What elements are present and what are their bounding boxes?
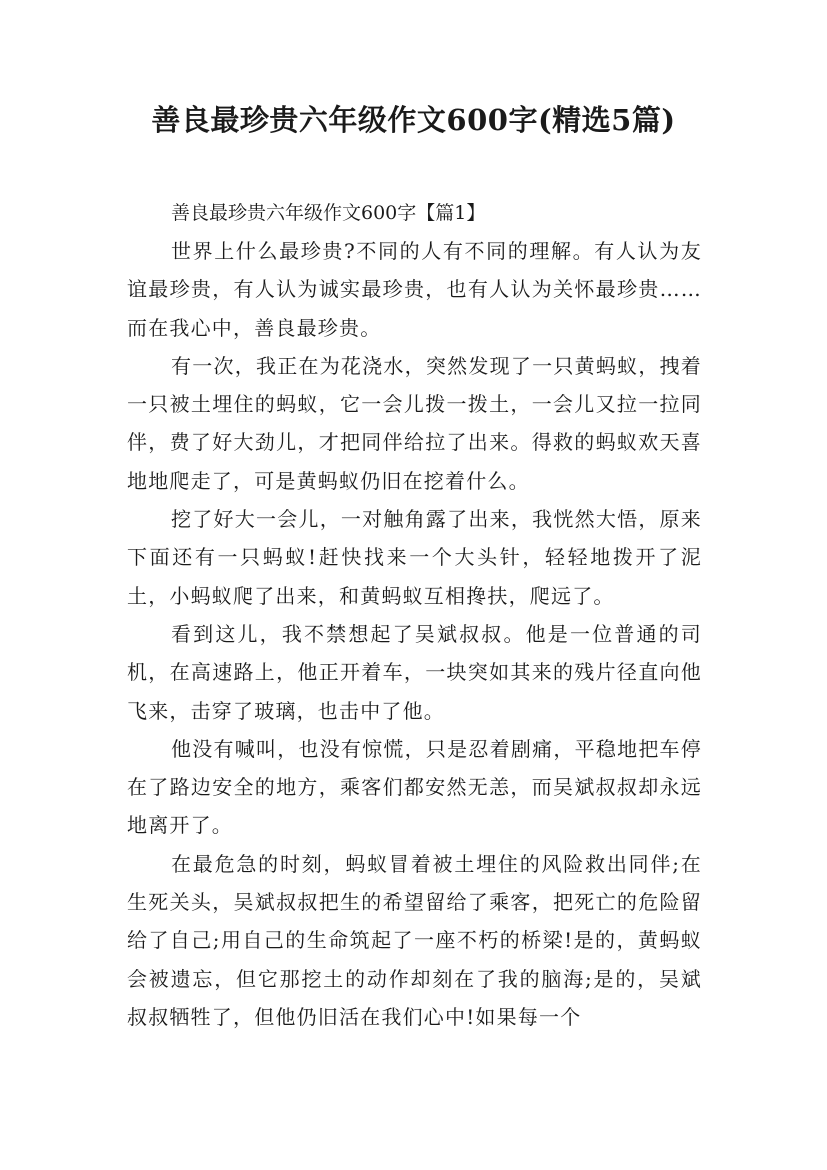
paragraph: 世界上什么最珍贵?不同的人有不同的理解。有人认为友谊最珍贵，有人认为诚实最珍贵，也有人认为关怀最珍贵……而在我心中，善良最珍贵。	[127, 239, 702, 340]
paragraph: 挖了好大一会儿，一对触角露了出来，我恍然大悟，原来下面还有一只蚂蚁!赶快找来一个大头针，轻轻地拨开了泥土，小蚂蚁爬了出来，和黄蚂蚁互相搀扶，爬远了。	[127, 507, 702, 608]
article-body	[127, 194, 702, 1036]
document-title: 善良最珍贵六年级作文600字(精选5篇)	[151, 103, 676, 137]
paragraph: 有一次，我正在为花浇水，突然发现了一只黄蚂蚁，拽着一只被土埋住的蚂蚁，它一会儿拨一拨土，一会儿又拉一拉同伴，费了好大劲儿，才把同伴给拉了出来。得救的蚂蚁欢天喜地地爬走了，可是黄蚂蚁仍旧在挖着什么。	[127, 353, 702, 493]
paragraph: 看到这儿，我不禁想起了吴斌叔叔。他是一位普通的司机，在高速路上，他正开着车，一块突如其来的残片径直向他飞来，击穿了玻璃，也击中了他。	[127, 621, 702, 723]
paragraph: 他没有喊叫，也没有惊慌，只是忍着剧痛，平稳地把车停在了路边安全的地方，乘客们都安然无恙，而吴斌叔叔却永远地离开了。	[127, 736, 702, 838]
paragraph: 在最危急的时刻，蚂蚁冒着被土埋住的风险救出同伴;在生死关头，吴斌叔叔把生的希望留给了乘客，把死亡的危险留给了自己;用自己的生命筑起了一座不朽的桥梁!是的，黄蚂蚁会被遗忘，但它那挖土的动作却刻在了我的脑海;是的，吴斌叔叔牺牲了，但他仍旧活在我们心中!如果每一个	[127, 851, 702, 1029]
article-heading: 善良最珍贵六年级作文600字【篇1】	[171, 202, 486, 224]
